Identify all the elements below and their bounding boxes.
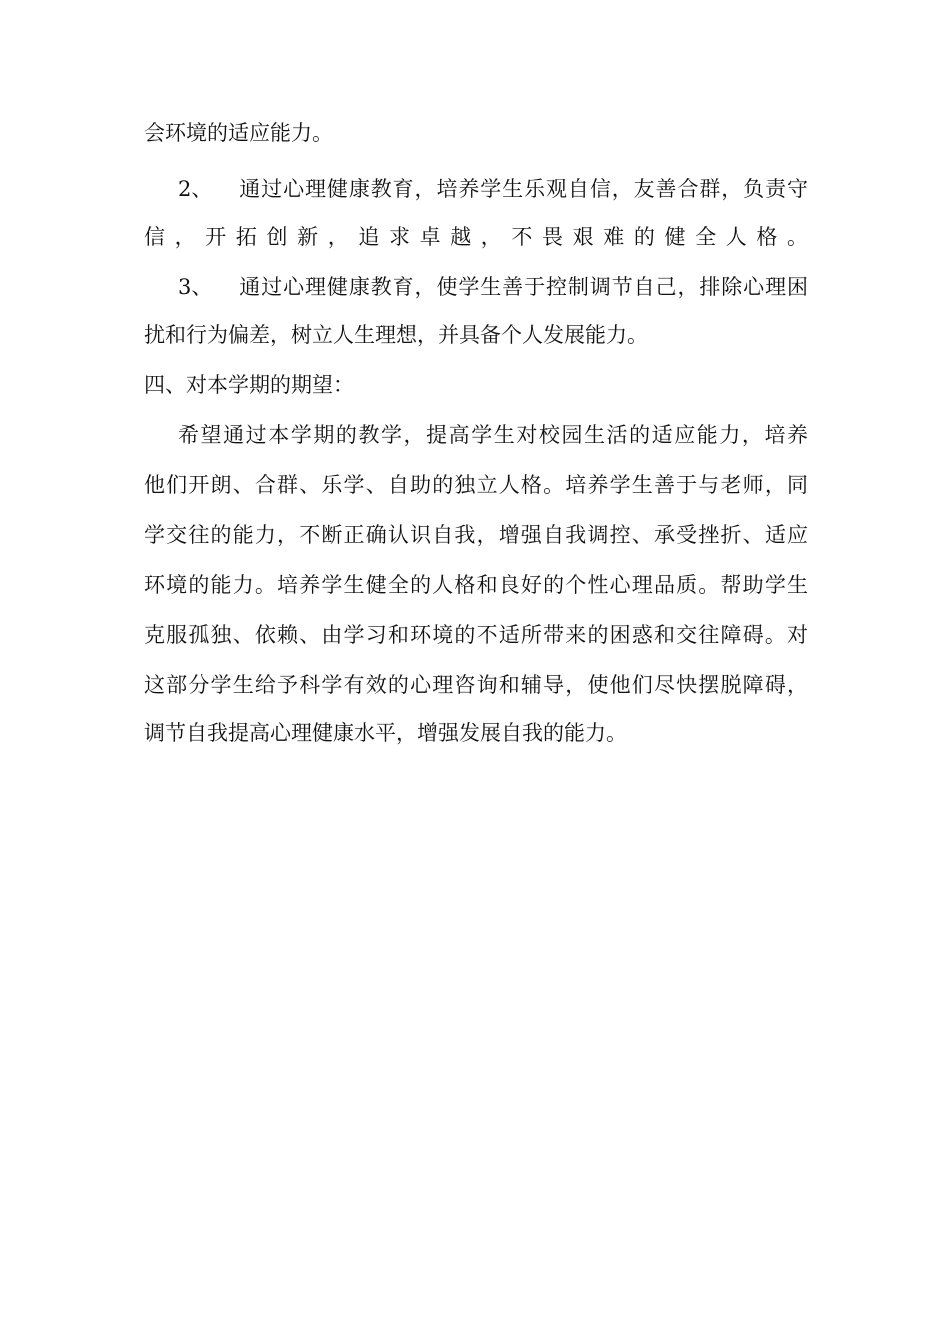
text-line: 扰和行为偏差，树立人生理想，并具备个人发展能力。	[144, 323, 648, 347]
paragraph-line: 克服孤独、依赖、由学习和环境的不适所带来的困惑和交往障碍。对	[144, 623, 808, 647]
section-heading: 四、对本学期的期望：	[144, 373, 354, 397]
paragraph-line: 希望通过本学期的教学，提高学生对校园生活的适应能力，培养	[178, 423, 808, 447]
text-line: 会环境的适应能力。	[144, 121, 333, 145]
paragraph-line: 这部分学生给予科学有效的心理咨询和辅导，使他们尽快摆脱障碍，	[144, 673, 808, 697]
paragraph-line: 调节自我提高心理健康水平，增强发展自我的能力。	[144, 721, 627, 745]
list-item-3	[178, 272, 808, 302]
text-line: 通过心理健康教育，培养学生乐观自信，友善合群，负责守	[238, 177, 808, 201]
item-number: 3、	[178, 275, 213, 299]
paragraph-line: 学交往的能力，不断正确认识自我，增强自我调控、承受挫折、适应	[144, 523, 808, 547]
paragraph-line: 他们开朗、合群、乐学、自助的独立人格。培养学生善于与老师，同	[144, 473, 808, 497]
list-item-2	[178, 174, 808, 204]
paragraph-line: 环境的能力。培养学生健全的人格和良好的个性心理品质。帮助学生	[144, 573, 808, 597]
text-line: 通过心理健康教育，使学生善于控制调节自己，排除心理困	[238, 275, 808, 299]
item-number: 2、	[178, 177, 213, 201]
text-line: 信，开拓创新，追求卓越，不畏艰难的健全人格。	[144, 225, 808, 249]
